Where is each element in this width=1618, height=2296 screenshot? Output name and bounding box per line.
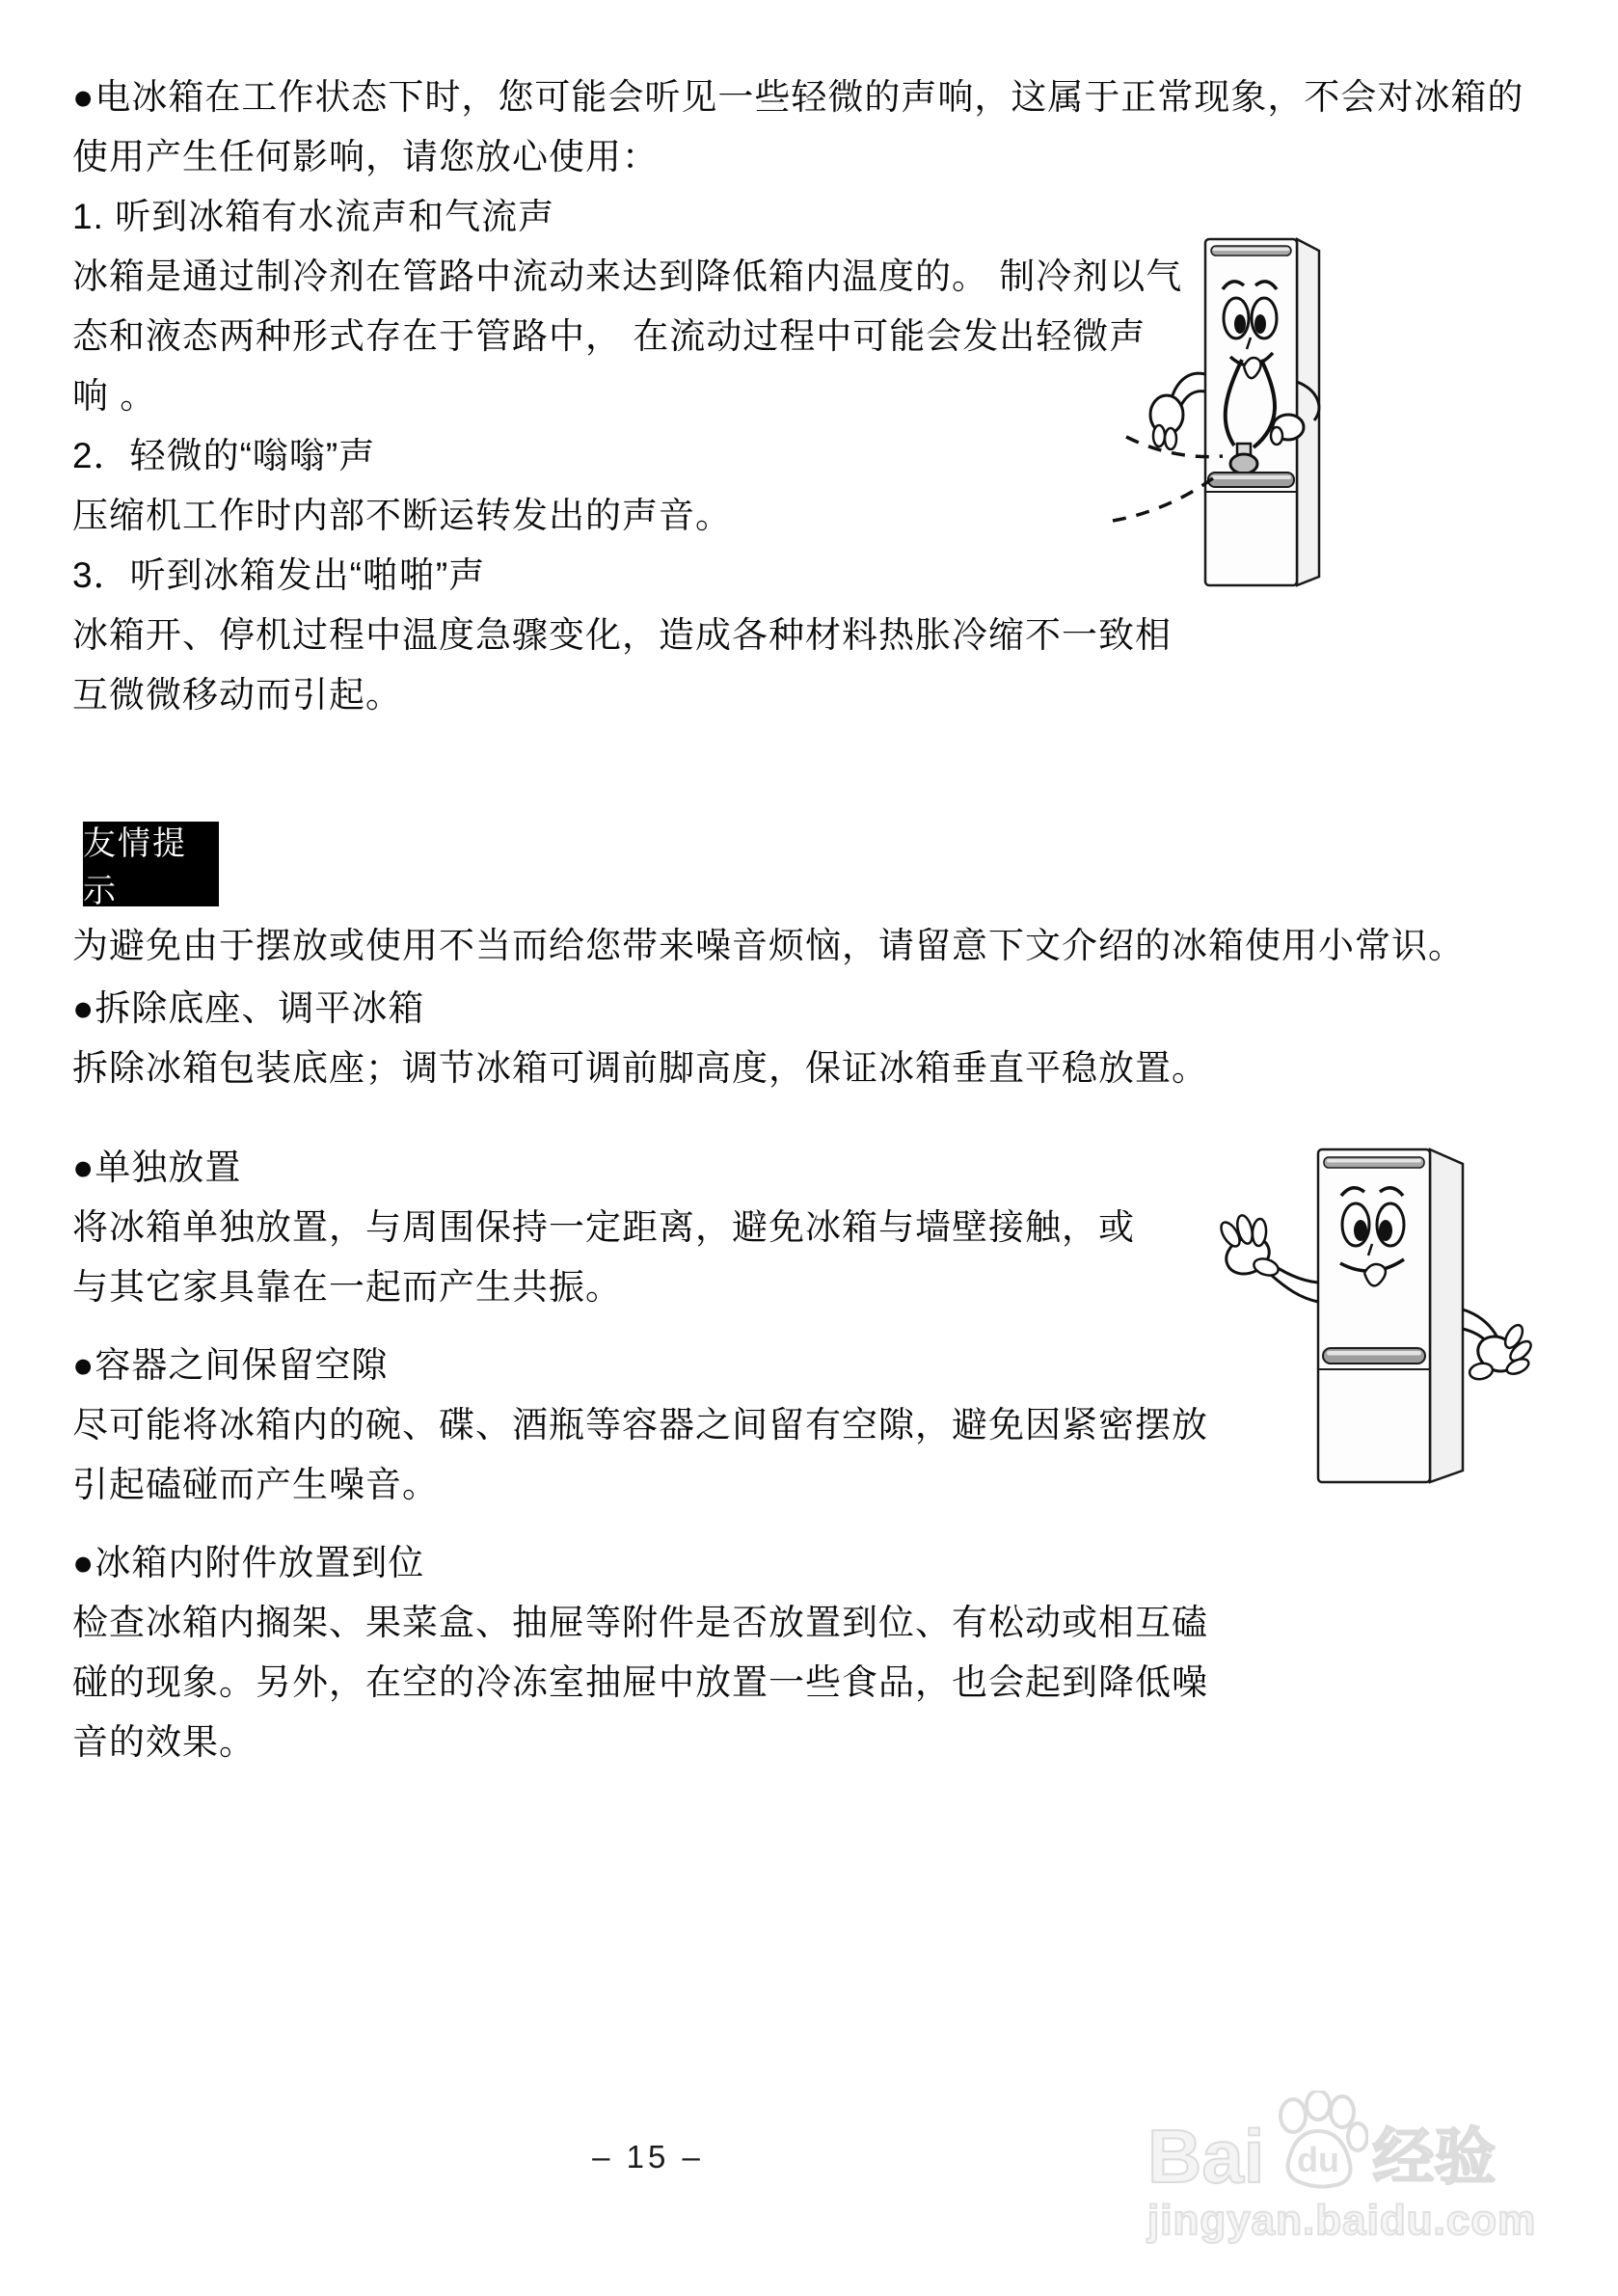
baidu-jingyan-text: 经验	[1372, 2122, 1497, 2192]
intro-line: 互微微移动而引起。	[72, 675, 402, 715]
tip-section-line: 将冰箱单独放置，与周围保持一定距离，避免冰箱与墙壁接触，或	[72, 1207, 1135, 1247]
tip-section-remove-base	[72, 979, 1208, 1098]
tip-section-title: ●单独放置	[72, 1148, 242, 1187]
intro-line: 1. 听到冰箱有水流声和气流声	[72, 197, 555, 236]
baidu-paw-icon	[1268, 2091, 1368, 2195]
baidu-logo	[1147, 2091, 1533, 2199]
tips-lead: 为避免由于摆放或使用不当而给您带来噪音烦恼，请留意下文介绍的冰箱使用小常识。	[72, 926, 1465, 965]
intro-line: 冰箱开、停机过程中温度急骤变化，造成各种材料热胀冷缩不一致相	[72, 615, 1172, 655]
fridge-cartoon-open-arms-illustration	[1205, 1138, 1533, 1495]
tip-section-accessories-in-place	[72, 1533, 1208, 1772]
tip-section-title: ●容器之间保留空隙	[72, 1345, 389, 1385]
intro-line: ●电冰箱在工作状态下时，您可能会听见一些轻微的声响，这属于正常现象，不会对冰箱的	[72, 77, 1524, 117]
tip-section-title: ●拆除底座、调平冰箱	[72, 988, 425, 1028]
tip-section-standalone-placement	[72, 1138, 1135, 1317]
intro-line: 态和液态两种形式存在于管路中， 在流动过程中可能会发出轻微声	[72, 316, 1146, 356]
tip-section-line: 引起磕碰而产生噪音。	[72, 1465, 439, 1504]
fridge-cartoon-stethoscope-illustration	[1099, 230, 1360, 606]
tip-section-container-gaps	[72, 1336, 1208, 1515]
intro-line: 使用产生任何影响，请您放心使用：	[72, 137, 659, 176]
paw-du-text: du	[1297, 2140, 1340, 2179]
tip-section-line: 碰的现象。另外，在空的冷冻室抽屉中放置一些食品，也会起到降低噪	[72, 1662, 1208, 1702]
tip-section-line: 音的效果。	[72, 1722, 256, 1762]
intro-line: 冰箱是通过制冷剂在管路中流动来达到降低箱内温度的。 制冷剂以气	[72, 257, 1183, 296]
intro-line: 压缩机工作时内部不断运转发出的声音。	[72, 496, 732, 535]
watermark-url: jingyan.baidu.com	[1147, 2197, 1537, 2244]
baidu-watermark	[1147, 2091, 1537, 2245]
tip-section-line: 尽可能将冰箱内的碗、碟、酒瓶等容器之间留有空隙，避免因紧密摆放	[72, 1405, 1208, 1445]
page-number: – 15 –	[592, 2139, 704, 2174]
intro-line: 响 。	[72, 376, 157, 416]
tip-section-line: 检查冰箱内搁架、果菜盒、抽屉等附件是否放置到位、有松动或相互磕	[72, 1603, 1208, 1642]
tip-section-line: 与其它家具靠在一起而产生共振。	[72, 1267, 622, 1307]
tip-section-line: 拆除冰箱包装底座；调节冰箱可调前脚高度，保证冰箱垂直平稳放置。	[72, 1048, 1208, 1088]
intro-line: 2．轻微的“嗡嗡”声	[72, 436, 376, 475]
baidu-brand-text: Bai	[1147, 2114, 1265, 2199]
intro-line: 3．听到冰箱发出“啪啪”声	[72, 555, 486, 595]
tip-section-title: ●冰箱内附件放置到位	[72, 1543, 425, 1582]
friendly-tip-badge: 友情提示	[83, 822, 219, 906]
